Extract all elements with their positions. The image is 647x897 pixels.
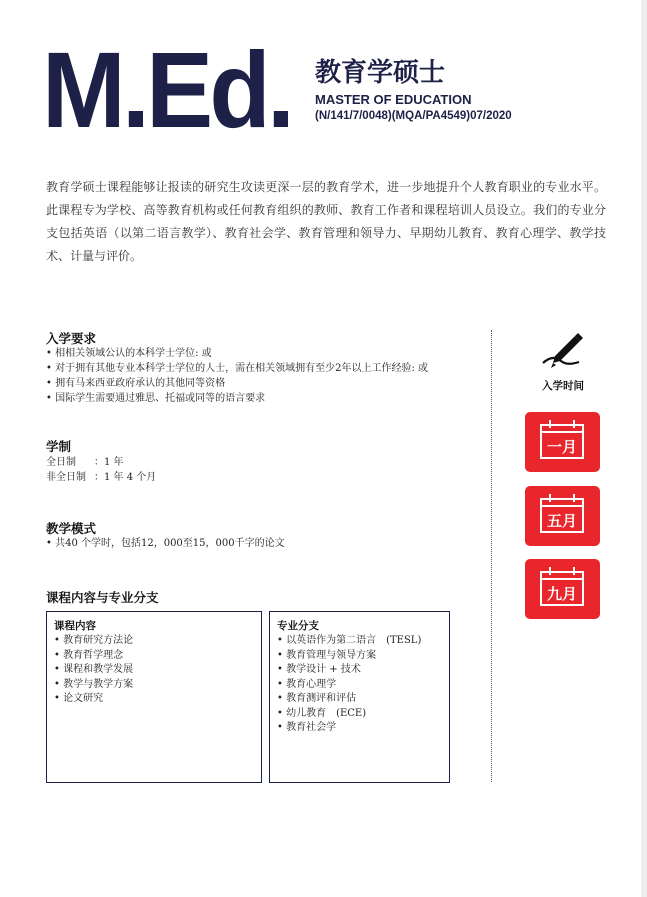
intake-month-may <box>525 486 600 546</box>
specializations-title: 专业分支 <box>277 620 319 632</box>
list-item: • 教学与教学方案 <box>54 678 254 693</box>
list-item: • 以英语作为第二语言 (TESL) <box>277 634 442 649</box>
list-item: • 幼儿教育 (ECE) <box>277 707 442 722</box>
intro-paragraph: 教育学硕士课程能够让报读的研究生攻读更深一层的教育学术，进一步地提升个人教育职业的专业水平。此课程专为学校、高等教育机构或任何教育组织的教师、教育工作者和课程培训人员设立。我们的专业分支包括英语（以第二语言教学）、教育社会学、教育管理和领导力、早期幼儿教育、教育心理学、教学技术、计量与评价。 <box>46 180 606 263</box>
calendar-icon <box>540 571 584 606</box>
month-label: 九月 <box>546 585 577 603</box>
intake-month-september <box>525 559 600 619</box>
page-edge <box>641 0 647 897</box>
list-item: • 对于拥有其他专业本科学士学位的人士，需在相关领域拥有至少2年以上工作经验: 或 <box>46 361 428 376</box>
list-item: • 拥有马来西亚政府承认的其他同等资格 <box>46 376 428 391</box>
list-item: • 教育哲学理念 <box>54 649 254 664</box>
entry-heading: 入学要求 <box>46 331 97 346</box>
list-item: • 国际学生需要通过雅思、托福或同等的语言要求 <box>46 391 428 406</box>
accreditation-code: (N/141/7/0048)(MQA/PA4549)07/2020 <box>315 110 512 122</box>
courses-box <box>46 611 262 783</box>
duration-value: ：1 年 <box>94 457 124 468</box>
intake-label: 入学时间 <box>542 380 584 392</box>
month-label: 一月 <box>546 438 577 456</box>
page-title: 教育学硕士 <box>315 58 446 88</box>
list-item: • 课程和教学发展 <box>54 663 254 678</box>
calendar-icon <box>540 498 584 533</box>
duration-key: 全日制 <box>46 457 76 468</box>
list-item: • 教育测评和评估 <box>277 692 442 707</box>
mode-heading: 教学模式 <box>46 521 97 536</box>
entry-list <box>46 346 428 406</box>
duration-value: ：1 年 4 个月 <box>94 472 157 483</box>
intake-month-january <box>525 412 600 472</box>
list-item: • 教育研究方法论 <box>54 634 254 649</box>
calendar-icon <box>540 424 584 459</box>
list-item: • 论文研究 <box>54 692 254 707</box>
page-subtitle: MASTER OF EDUCATION <box>315 92 472 107</box>
list-item: • 教育管理与领导方案 <box>277 649 442 664</box>
list-item: • 共40 个学时，包括12，000至15，000千字的论文 <box>46 536 285 551</box>
mode-list <box>46 536 285 551</box>
list-item: • 教育心理学 <box>277 678 442 693</box>
duration-row-parttime <box>46 470 156 485</box>
list-item: • 相相关领域公认的本科学士学位: 或 <box>46 346 428 361</box>
content-heading: 课程内容与专业分支 <box>46 590 159 605</box>
courses-list <box>54 634 254 707</box>
duration-heading: 学制 <box>46 439 72 454</box>
list-item: • 教学设计 + 技术 <box>277 663 442 678</box>
pen-writing-icon <box>539 330 585 370</box>
duration-row-fulltime <box>46 455 156 470</box>
specializations-box <box>269 611 450 783</box>
column-divider <box>491 330 492 782</box>
duration-key: 非全日制 <box>46 472 86 483</box>
duration-table <box>46 455 156 485</box>
month-label: 五月 <box>546 512 577 530</box>
list-item: • 教育社会学 <box>277 721 442 736</box>
specializations-list <box>277 634 442 736</box>
med-logo: M.Ed. <box>42 29 292 150</box>
courses-title: 课程内容 <box>54 620 96 632</box>
